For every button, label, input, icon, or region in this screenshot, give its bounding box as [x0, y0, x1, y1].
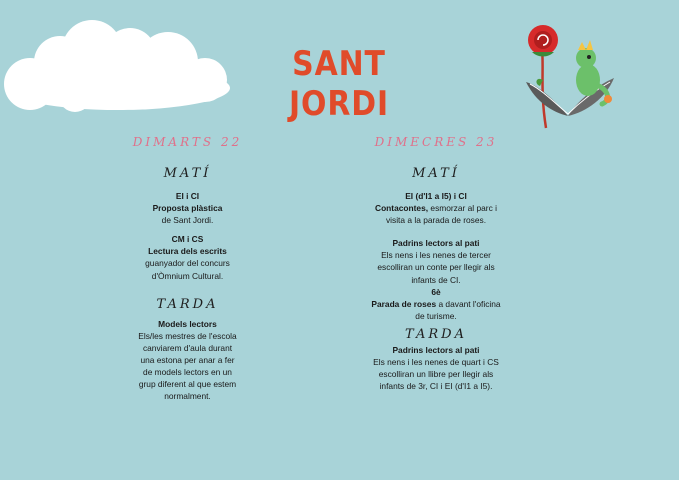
activity-line: EI i CI [175, 191, 200, 201]
activity-line: Padrins lectors al pati [392, 238, 480, 249]
activity-line: infants de 3r, CI i EI (d'I1 a I5). [379, 381, 493, 392]
activity-line: escolliran un conte per llegir als [377, 262, 495, 273]
activity-line: canviarem d'aula durant [142, 342, 233, 353]
activity-line: Padrins lectors al pati [392, 344, 480, 355]
period-heading-tarda: TARDA [156, 296, 219, 312]
activity-line: 6è [431, 286, 441, 297]
activity-line: Contacontes, esmorzar al parc i [375, 203, 497, 214]
activity-line: Els nens i les nenes de tercer [381, 250, 491, 261]
activity-line: normalment. [164, 391, 211, 402]
activity-line: de turisme. [415, 310, 457, 321]
activity-line: Proposta plàstica [152, 203, 223, 214]
page-title: SANT JORDI [289, 44, 389, 124]
activity-block [100, 318, 275, 403]
period-heading-mati: MATÍ [163, 166, 212, 181]
activity-line: Els/les mestres de l'escola [138, 330, 237, 341]
day-heading-tuesday: DIMARTS 22 [132, 135, 243, 149]
rose-book-dragon-illustration [516, 20, 620, 132]
activity-line: Models lectors [158, 318, 217, 329]
activity-block [345, 237, 527, 285]
activity-block [345, 344, 527, 392]
period-heading-tarda: TARDA [405, 326, 467, 342]
activity-line: visita a la parada de roses. [385, 215, 487, 226]
period-heading-mati: MATÍ [412, 166, 460, 181]
activity-line: Els nens i les nenes de quart i CS [373, 357, 499, 368]
activity-line: de models lectors en un [143, 367, 232, 378]
wednesday-column [345, 132, 527, 392]
day-heading-wednesday: DIMECRES 23 [374, 135, 498, 149]
activity-line: d'Òmnium Cultural. [151, 270, 224, 281]
activity-block [345, 286, 527, 322]
cloud-icon [0, 14, 232, 114]
activity-line: grup diferent al que estem [138, 379, 237, 390]
activity-line: infants de CI. [411, 274, 461, 285]
activity-block [345, 190, 527, 226]
activity-line: de Sant Jordi. [161, 215, 214, 226]
activity-line: Lectura dels escrits [148, 246, 227, 257]
activity-line: Parada de roses a davant l'oficina [371, 298, 501, 309]
activity-line: CM i CS [171, 234, 204, 245]
activity-line: una estona per anar a fer [140, 354, 235, 365]
activity-line: guanyador del concurs [145, 258, 230, 269]
activity-line: EI (d'I1 a I5) i CI [405, 191, 467, 201]
activity-block [100, 233, 275, 281]
tuesday-column [100, 132, 275, 402]
activity-block [100, 190, 275, 226]
activity-line: escolliran un llibre per llegir als [378, 369, 494, 380]
